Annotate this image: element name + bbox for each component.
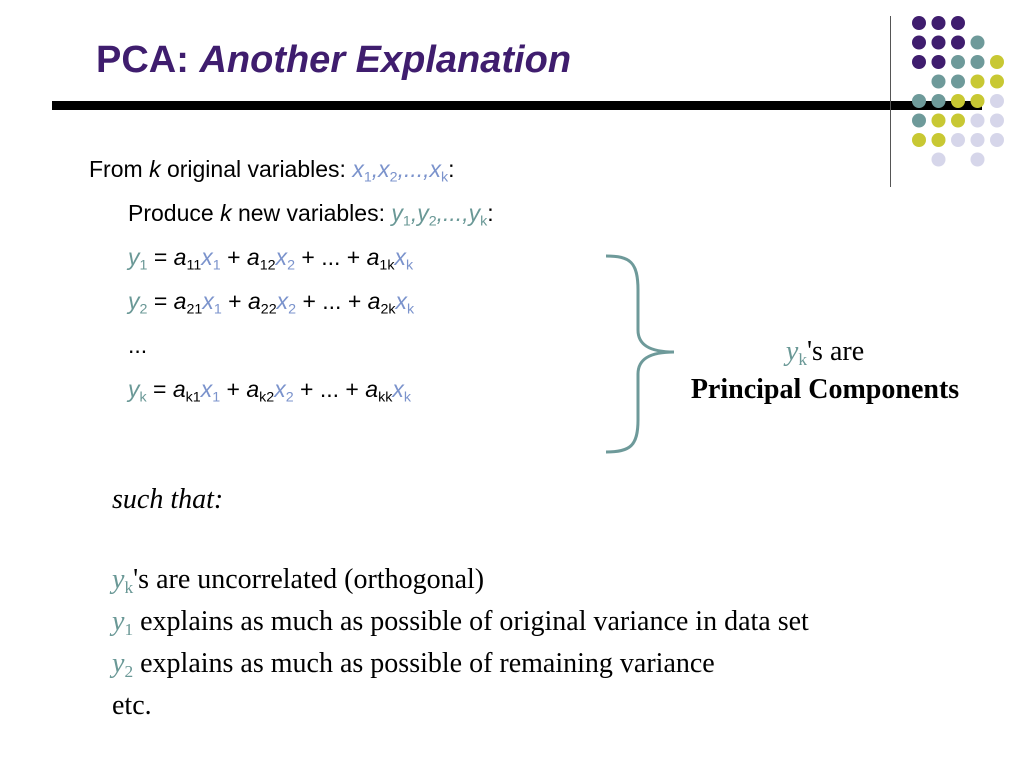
decorative-dot	[971, 114, 985, 128]
decorative-dot	[990, 133, 1004, 147]
from-word: From	[89, 156, 143, 182]
title-prefix: PCA:	[96, 39, 189, 81]
decorative-dot	[990, 114, 1004, 128]
decorative-dot	[912, 36, 926, 50]
principal-components-note	[660, 338, 990, 404]
decorative-dot	[971, 36, 985, 50]
decorative-dot	[951, 75, 965, 89]
x-list: $x_1,x_2,...,x_k$	[352, 156, 449, 186]
decorative-dot	[951, 133, 965, 147]
decorative-dot	[932, 55, 946, 69]
decorative-dot	[951, 114, 965, 128]
equation-y1: $y_1 = a_{11}x_1 + a_{12}x_2$ + ... + $a_{1k}x_k$	[128, 244, 414, 274]
equation-yk: $y_k = a_{k1}x_1 + a_{k2}x_2$ + ... + $a_{kk}x_k$	[128, 376, 411, 406]
decorative-dot	[932, 114, 946, 128]
decorative-dot	[971, 75, 985, 89]
k-symbol: k	[149, 156, 161, 182]
decorative-dot	[951, 55, 965, 69]
etc-label: etc.	[112, 690, 152, 721]
decorative-dot	[951, 16, 965, 30]
property-y2-variance: $y_2$ explains as much as possible of remaining variance	[112, 648, 715, 682]
slide-title	[96, 38, 571, 84]
decorative-dot	[912, 16, 926, 30]
decorative-dot	[932, 36, 946, 50]
decorative-dot	[932, 133, 946, 147]
property-y1-variance: $y_1$ explains as much as possible of original variance in data set	[112, 606, 809, 640]
k-symbol: k	[220, 200, 232, 226]
decorative-dot-grid	[900, 10, 1010, 170]
decorative-dot	[971, 55, 985, 69]
original-variables-text: original variables:	[166, 156, 346, 182]
new-variables-text: new variables:	[237, 200, 385, 226]
equation-y2: $y_2 = a_{21}x_1 + a_{22}x_2$ + ... + $a_{2k}x_k$	[128, 288, 415, 318]
title-italic: Another Explanation	[199, 39, 572, 81]
decorative-dot	[932, 94, 946, 108]
decorative-dot	[951, 94, 965, 108]
line-original-variables: From k original variables: $x_1,x_2,...,x_k$:	[89, 156, 455, 186]
decorative-dot	[932, 16, 946, 30]
decorative-dot	[912, 114, 926, 128]
property-uncorrelated: $y_k's$ are uncorrelated (orthogonal)	[112, 564, 485, 598]
decorative-dot	[912, 94, 926, 108]
decorative-dot	[990, 94, 1004, 108]
such-that-label: such that:	[112, 484, 224, 515]
yk-are: $y_k's$ are	[785, 336, 865, 370]
ellipsis-line: ...	[128, 332, 148, 358]
y-list: $y_1,y_2,...,y_k$	[391, 200, 488, 230]
decorative-dot	[990, 75, 1004, 89]
decorative-dot	[971, 94, 985, 108]
decorative-dot	[932, 75, 946, 89]
decorative-dot	[932, 153, 946, 167]
principal-components-label: Principal Components	[690, 374, 960, 405]
title-underline	[52, 101, 982, 110]
produce-word: Produce	[128, 200, 214, 226]
line-new-variables: Produce k new variables: $y_1,y_2,...,y_k$:	[128, 200, 494, 230]
decorative-dot	[912, 133, 926, 147]
decorative-dot	[971, 133, 985, 147]
vertical-divider	[890, 16, 891, 187]
decorative-dot	[971, 153, 985, 167]
decorative-dot	[990, 55, 1004, 69]
decorative-dot	[912, 55, 926, 69]
decorative-dot	[951, 36, 965, 50]
